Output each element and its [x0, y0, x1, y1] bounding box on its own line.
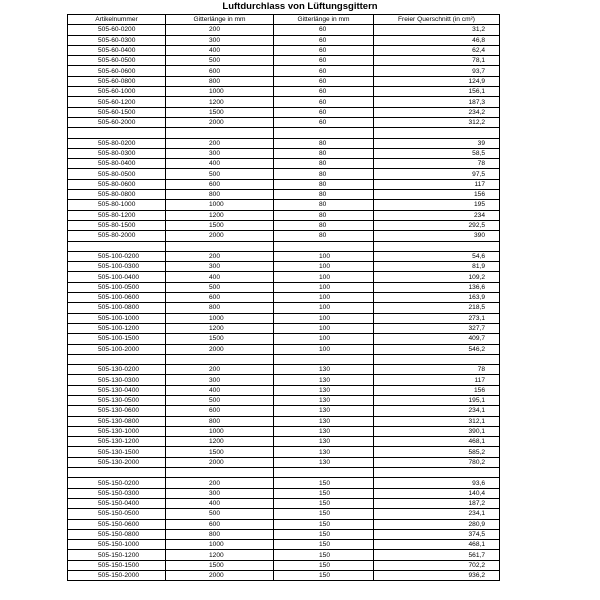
table-row	[68, 519, 500, 529]
cell-free-cross-section: 136,6	[374, 282, 500, 292]
table-row	[68, 529, 500, 539]
cell-free-cross-section: 390,1	[374, 426, 500, 436]
cell-article-number: 505-80-0400	[68, 159, 166, 169]
cell-free-cross-section: 561,7	[374, 550, 500, 560]
cell-grid-height: 100	[274, 272, 374, 282]
table-row	[68, 138, 500, 148]
cell-free-cross-section: 195,1	[374, 395, 500, 405]
cell-grid-length: 1000	[166, 540, 274, 550]
cell-grid-height: 80	[274, 231, 374, 241]
cell-free-cross-section: 234,2	[374, 107, 500, 117]
cell-article-number: 505-150-0400	[68, 498, 166, 508]
cell-free-cross-section: 187,3	[374, 97, 500, 107]
cell-grid-height: 130	[274, 395, 374, 405]
cell-grid-length: 600	[166, 406, 274, 416]
table-row	[68, 159, 500, 169]
table-row	[68, 56, 500, 66]
table-row	[68, 375, 500, 385]
table-row	[68, 457, 500, 467]
cell-article-number: 505-60-0400	[68, 45, 166, 55]
cell-free-cross-section: 187,2	[374, 498, 500, 508]
table-row	[68, 540, 500, 550]
table-row	[68, 251, 500, 261]
empty-cell	[274, 468, 374, 478]
cell-grid-height: 150	[274, 488, 374, 498]
table-row	[68, 210, 500, 220]
cell-grid-height: 130	[274, 365, 374, 375]
column-header-free-cross-section: Freier Querschnitt (in cm²)	[374, 15, 500, 25]
table-body	[68, 25, 500, 581]
table-row	[68, 117, 500, 127]
cell-article-number: 505-60-0500	[68, 56, 166, 66]
cell-grid-length: 500	[166, 56, 274, 66]
cell-free-cross-section: 39	[374, 138, 500, 148]
empty-cell	[374, 128, 500, 138]
cell-free-cross-section: 117	[374, 375, 500, 385]
cell-grid-length: 500	[166, 282, 274, 292]
cell-free-cross-section: 117	[374, 179, 500, 189]
cell-grid-length: 2000	[166, 117, 274, 127]
cell-grid-height: 60	[274, 45, 374, 55]
cell-free-cross-section: 62,4	[374, 45, 500, 55]
cell-article-number: 505-80-2000	[68, 231, 166, 241]
cell-article-number: 505-130-1500	[68, 447, 166, 457]
table-row	[68, 416, 500, 426]
cell-grid-length: 800	[166, 529, 274, 539]
cell-grid-height: 80	[274, 148, 374, 158]
cell-article-number: 505-80-1000	[68, 200, 166, 210]
table-row	[68, 426, 500, 436]
cell-grid-length: 1000	[166, 200, 274, 210]
cell-grid-height: 100	[274, 334, 374, 344]
table-row	[68, 148, 500, 158]
table-row	[68, 509, 500, 519]
cell-grid-height: 100	[274, 344, 374, 354]
cell-grid-height: 80	[274, 210, 374, 220]
page-title: Luftdurchlass von Lüftungsgittern	[222, 1, 378, 12]
cell-article-number: 505-150-0300	[68, 488, 166, 498]
empty-cell	[68, 241, 166, 251]
table-row	[68, 478, 500, 488]
cell-grid-height: 80	[274, 138, 374, 148]
cell-grid-length: 500	[166, 395, 274, 405]
cell-free-cross-section: 78,1	[374, 56, 500, 66]
cell-free-cross-section: 140,4	[374, 488, 500, 498]
cell-article-number: 505-130-0300	[68, 375, 166, 385]
table-row	[68, 293, 500, 303]
group-separator-row	[68, 354, 500, 364]
empty-cell	[274, 354, 374, 364]
cell-grid-height: 150	[274, 550, 374, 560]
cell-free-cross-section: 218,5	[374, 303, 500, 313]
table-row	[68, 97, 500, 107]
cell-free-cross-section: 234,1	[374, 406, 500, 416]
table-row	[68, 323, 500, 333]
cell-article-number: 505-150-1000	[68, 540, 166, 550]
cell-free-cross-section: 124,9	[374, 76, 500, 86]
cell-grid-height: 100	[274, 323, 374, 333]
column-header-article-number: Artikelnummer	[68, 15, 166, 25]
cell-article-number: 505-80-0200	[68, 138, 166, 148]
cell-free-cross-section: 81,9	[374, 262, 500, 272]
cell-grid-height: 60	[274, 87, 374, 97]
cell-grid-length: 800	[166, 416, 274, 426]
cell-grid-height: 80	[274, 159, 374, 169]
cell-article-number: 505-130-0600	[68, 406, 166, 416]
cell-article-number: 505-130-1000	[68, 426, 166, 436]
cell-grid-length: 500	[166, 509, 274, 519]
cell-free-cross-section: 312,2	[374, 117, 500, 127]
cell-grid-height: 150	[274, 560, 374, 570]
table-row	[68, 303, 500, 313]
cell-grid-length: 800	[166, 76, 274, 86]
cell-grid-height: 80	[274, 200, 374, 210]
cell-article-number: 505-60-0200	[68, 25, 166, 35]
cell-grid-length: 200	[166, 251, 274, 261]
cell-article-number: 505-80-0600	[68, 179, 166, 189]
cell-article-number: 505-60-0300	[68, 35, 166, 45]
cell-grid-height: 130	[274, 385, 374, 395]
cell-article-number: 505-80-0800	[68, 190, 166, 200]
cell-free-cross-section: 327,7	[374, 323, 500, 333]
cell-grid-length: 300	[166, 262, 274, 272]
table-row	[68, 45, 500, 55]
cell-article-number: 505-60-1000	[68, 87, 166, 97]
table-row	[68, 437, 500, 447]
cell-grid-height: 130	[274, 447, 374, 457]
cell-free-cross-section: 585,2	[374, 447, 500, 457]
table-row	[68, 498, 500, 508]
cell-article-number: 505-100-0500	[68, 282, 166, 292]
table-row	[68, 66, 500, 76]
table-row	[68, 488, 500, 498]
table-row	[68, 87, 500, 97]
cell-grid-height: 100	[274, 251, 374, 261]
cell-article-number: 505-150-0600	[68, 519, 166, 529]
cell-grid-height: 150	[274, 519, 374, 529]
cell-grid-length: 600	[166, 66, 274, 76]
cell-grid-length: 1500	[166, 334, 274, 344]
cell-grid-length: 2000	[166, 344, 274, 354]
cell-article-number: 505-100-1000	[68, 313, 166, 323]
cell-article-number: 505-60-0600	[68, 66, 166, 76]
table-row	[68, 313, 500, 323]
cell-free-cross-section: 234	[374, 210, 500, 220]
empty-cell	[68, 128, 166, 138]
cell-grid-length: 400	[166, 159, 274, 169]
cell-grid-length: 200	[166, 138, 274, 148]
cell-free-cross-section: 273,1	[374, 313, 500, 323]
cell-free-cross-section: 46,8	[374, 35, 500, 45]
cell-free-cross-section: 156	[374, 190, 500, 200]
cell-article-number: 505-150-2000	[68, 571, 166, 581]
cell-grid-length: 200	[166, 365, 274, 375]
table-row	[68, 76, 500, 86]
cell-free-cross-section: 78	[374, 159, 500, 169]
cell-grid-length: 1200	[166, 437, 274, 447]
cell-article-number: 505-100-1200	[68, 323, 166, 333]
cell-article-number: 505-130-0400	[68, 385, 166, 395]
cell-article-number: 505-150-1200	[68, 550, 166, 560]
cell-grid-length: 1000	[166, 87, 274, 97]
cell-grid-height: 100	[274, 293, 374, 303]
cell-grid-height: 60	[274, 107, 374, 117]
group-separator-row	[68, 241, 500, 251]
cell-free-cross-section: 54,6	[374, 251, 500, 261]
empty-cell	[166, 241, 274, 251]
cell-article-number: 505-60-0800	[68, 76, 166, 86]
cell-article-number: 505-100-0400	[68, 272, 166, 282]
cell-grid-length: 600	[166, 519, 274, 529]
cell-free-cross-section: 97,5	[374, 169, 500, 179]
table-row	[68, 571, 500, 581]
table-row	[68, 365, 500, 375]
cell-grid-height: 100	[274, 313, 374, 323]
table-row	[68, 231, 500, 241]
cell-grid-length: 1200	[166, 550, 274, 560]
table-row	[68, 35, 500, 45]
table-row	[68, 262, 500, 272]
cell-article-number: 505-130-0200	[68, 365, 166, 375]
cell-grid-length: 400	[166, 385, 274, 395]
cell-grid-length: 2000	[166, 457, 274, 467]
cell-grid-length: 800	[166, 303, 274, 313]
cell-article-number: 505-150-1500	[68, 560, 166, 570]
cell-article-number: 505-60-1200	[68, 97, 166, 107]
empty-cell	[274, 241, 374, 251]
cell-grid-height: 130	[274, 426, 374, 436]
cell-grid-length: 1200	[166, 323, 274, 333]
cell-free-cross-section: 390	[374, 231, 500, 241]
cell-free-cross-section: 312,1	[374, 416, 500, 426]
cell-article-number: 505-100-1500	[68, 334, 166, 344]
cell-grid-length: 1200	[166, 210, 274, 220]
cell-free-cross-section: 58,5	[374, 148, 500, 158]
cell-free-cross-section: 234,1	[374, 509, 500, 519]
cell-grid-length: 600	[166, 293, 274, 303]
cell-free-cross-section: 468,1	[374, 540, 500, 550]
cell-free-cross-section: 78	[374, 365, 500, 375]
table-row	[68, 406, 500, 416]
table-row	[68, 190, 500, 200]
cell-article-number: 505-100-0200	[68, 251, 166, 261]
table-row	[68, 550, 500, 560]
cell-grid-length: 1000	[166, 426, 274, 436]
cell-article-number: 505-100-0300	[68, 262, 166, 272]
cell-free-cross-section: 292,5	[374, 220, 500, 230]
cell-article-number: 505-80-1500	[68, 220, 166, 230]
cell-free-cross-section: 936,2	[374, 571, 500, 581]
table-row	[68, 334, 500, 344]
cell-grid-length: 1500	[166, 107, 274, 117]
cell-free-cross-section: 195	[374, 200, 500, 210]
table-row	[68, 169, 500, 179]
cell-grid-height: 150	[274, 478, 374, 488]
cell-grid-length: 2000	[166, 571, 274, 581]
cell-grid-length: 200	[166, 25, 274, 35]
cell-free-cross-section: 93,7	[374, 66, 500, 76]
cell-free-cross-section: 374,5	[374, 529, 500, 539]
empty-cell	[274, 128, 374, 138]
cell-grid-height: 100	[274, 282, 374, 292]
cell-grid-length: 400	[166, 45, 274, 55]
table-row	[68, 25, 500, 35]
cell-grid-height: 100	[274, 303, 374, 313]
cell-grid-length: 500	[166, 169, 274, 179]
cell-free-cross-section: 156	[374, 385, 500, 395]
cell-grid-height: 150	[274, 571, 374, 581]
table-row	[68, 272, 500, 282]
cell-grid-length: 1500	[166, 220, 274, 230]
cell-free-cross-section: 280,9	[374, 519, 500, 529]
cell-grid-length: 600	[166, 179, 274, 189]
cell-grid-height: 60	[274, 56, 374, 66]
cell-free-cross-section: 93,6	[374, 478, 500, 488]
cell-article-number: 505-60-2000	[68, 117, 166, 127]
cell-grid-height: 80	[274, 190, 374, 200]
cell-grid-length: 800	[166, 190, 274, 200]
group-separator-row	[68, 468, 500, 478]
cell-grid-length: 300	[166, 488, 274, 498]
cell-grid-height: 80	[274, 220, 374, 230]
cell-article-number: 505-100-0600	[68, 293, 166, 303]
cell-grid-height: 80	[274, 179, 374, 189]
table-row	[68, 200, 500, 210]
cell-grid-height: 130	[274, 375, 374, 385]
cell-article-number: 505-80-1200	[68, 210, 166, 220]
cell-grid-height: 130	[274, 406, 374, 416]
cell-article-number: 505-130-0800	[68, 416, 166, 426]
cell-grid-height: 150	[274, 529, 374, 539]
cell-grid-length: 2000	[166, 231, 274, 241]
cell-grid-height: 80	[274, 169, 374, 179]
empty-cell	[374, 468, 500, 478]
cell-free-cross-section: 31,2	[374, 25, 500, 35]
cell-article-number: 505-150-0200	[68, 478, 166, 488]
cell-free-cross-section: 468,1	[374, 437, 500, 447]
cell-article-number: 505-80-0500	[68, 169, 166, 179]
cell-grid-length: 1500	[166, 560, 274, 570]
table-row	[68, 282, 500, 292]
table-row	[68, 395, 500, 405]
table-row	[68, 107, 500, 117]
cell-grid-length: 1000	[166, 313, 274, 323]
cell-grid-height: 100	[274, 262, 374, 272]
cell-grid-height: 60	[274, 25, 374, 35]
empty-cell	[68, 468, 166, 478]
cell-grid-length: 400	[166, 272, 274, 282]
header-row	[68, 15, 500, 25]
cell-grid-length: 400	[166, 498, 274, 508]
cell-article-number: 505-150-0500	[68, 509, 166, 519]
empty-cell	[166, 128, 274, 138]
cell-article-number: 505-150-0800	[68, 529, 166, 539]
cell-grid-length: 300	[166, 35, 274, 45]
cell-grid-length: 200	[166, 478, 274, 488]
airflow-table	[67, 14, 500, 581]
table-row	[68, 179, 500, 189]
cell-free-cross-section: 409,7	[374, 334, 500, 344]
cell-article-number: 505-130-1200	[68, 437, 166, 447]
cell-grid-length: 300	[166, 375, 274, 385]
cell-grid-height: 60	[274, 35, 374, 45]
cell-grid-height: 130	[274, 457, 374, 467]
cell-grid-length: 1500	[166, 447, 274, 457]
cell-grid-height: 60	[274, 66, 374, 76]
column-header-grid-length: Gitterlänge in mm	[166, 15, 274, 25]
cell-grid-height: 150	[274, 509, 374, 519]
cell-grid-height: 150	[274, 498, 374, 508]
empty-cell	[68, 354, 166, 364]
cell-grid-height: 60	[274, 117, 374, 127]
cell-free-cross-section: 780,2	[374, 457, 500, 467]
table-row	[68, 560, 500, 570]
empty-cell	[166, 468, 274, 478]
empty-cell	[374, 354, 500, 364]
table-row	[68, 385, 500, 395]
table-row	[68, 220, 500, 230]
cell-free-cross-section: 163,9	[374, 293, 500, 303]
table-row	[68, 344, 500, 354]
cell-grid-length: 1200	[166, 97, 274, 107]
cell-article-number: 505-80-0300	[68, 148, 166, 158]
cell-free-cross-section: 702,2	[374, 560, 500, 570]
cell-grid-height: 60	[274, 97, 374, 107]
cell-article-number: 505-100-2000	[68, 344, 166, 354]
cell-grid-height: 60	[274, 76, 374, 86]
cell-article-number: 505-100-0800	[68, 303, 166, 313]
column-header-grid-height: Gitterlänge in mm	[274, 15, 374, 25]
cell-article-number: 505-130-2000	[68, 457, 166, 467]
cell-free-cross-section: 156,1	[374, 87, 500, 97]
cell-article-number: 505-130-0500	[68, 395, 166, 405]
cell-grid-height: 130	[274, 437, 374, 447]
cell-free-cross-section: 109,2	[374, 272, 500, 282]
cell-grid-height: 150	[274, 540, 374, 550]
cell-grid-length: 300	[166, 148, 274, 158]
cell-article-number: 505-60-1500	[68, 107, 166, 117]
cell-grid-height: 130	[274, 416, 374, 426]
empty-cell	[166, 354, 274, 364]
cell-free-cross-section: 546,2	[374, 344, 500, 354]
empty-cell	[374, 241, 500, 251]
group-separator-row	[68, 128, 500, 138]
table-row	[68, 447, 500, 457]
